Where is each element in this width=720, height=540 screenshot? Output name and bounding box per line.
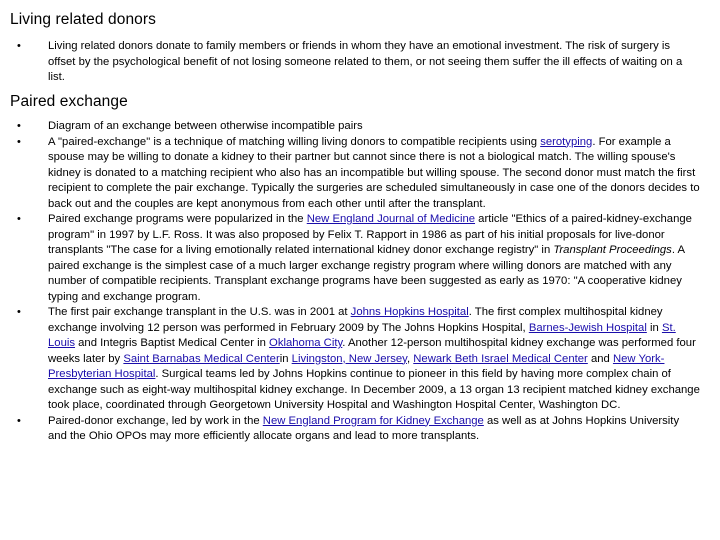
paired-exchange-bullet-list [0,119,720,445]
section-heading-paired-exchange: Paired exchange [10,93,128,110]
link-johns-hopkins-hospital[interactable]: Johns Hopkins Hospital [350,306,469,318]
text: The first pair exchange transplant in the U.S. was in 2001 at [48,306,351,318]
text: article "Ethics of a paired-kidney-exchange program" in 1997 by L.F. Ross. It was also proposed by Felix T. Rapport in 1986 as part of his initial proposals for live-donor transplants "The case for a living emotionally related international kidney donor exchange registry" in [48,213,692,256]
link-barnes-jewish-hospital[interactable]: Barnes-Jewish Hospital [528,321,647,334]
living-donors-bullet-list [0,39,720,86]
link-newark-beth-israel[interactable]: Newark Beth Israel Medical Center [413,352,588,365]
text: . For example a spouse may be willing to donate a kidney to their partner but cannot since there is not a biological match. The willing spouse's kidney is donated to a matching recipient who also has an incompatible but willing spouse. The second donor must match the first recipient to complete the pair exchange. Typically the surgeries are scheduled simultaneously in case one of the donors decides to back out and the couples are kept anonymous from each other until after the transplant. [48,135,700,210]
text: . The first complex multihospital kidney exchange involving 12 person was performed in February 2009 by The Johns Hopkins Hospital, [48,306,663,334]
link-st-louis[interactable]: St. Louis [48,321,676,349]
section-heading-living-donors: Living related donors [10,11,156,28]
text: . A paired exchange is the simplest case of a much larger exchange registry program where willing donors are matched with any number of compatible recipients. Transplant exchange programs have been suggested as early as 1970: "A cooperative kidney typing and exchange program. [48,244,685,303]
text: Paired-donor exchange, led by work in the [48,414,263,427]
text: and Integris Baptist Medical Center in [75,337,270,349]
link-nepke[interactable]: New England Program for Kidney Exchange [262,414,484,427]
text: . Surgical teams led by Johns Hopkins continue to pioneer in this field by having more complex chain of exchange such as eight-way multihospital kidney exchange. In December 2009, a 13 organ 13 recipient matched kidney exchange took place, coordinated through Georgetown University Hospital and Washington Hospital Center, Washington DC. [48,368,700,411]
journal-title: Transplant Proceedings [553,244,672,256]
link-serotyping[interactable]: serotyping [540,135,593,148]
text: . Another 12-person multihospital kidney exchange was performed four weeks later by [48,337,696,365]
link-saint-barnabas[interactable]: Saint Barnabas Medical Center [123,352,280,365]
link-ny-presbyterian[interactable]: New York-Presbyterian Hospital [48,352,665,380]
bullet-item: • Diagram of an exchange between otherwise incompatible pairs [0,119,720,135]
text: A "paired-exchange" is a technique of matching willing living donors to compatible recipients using [48,135,541,148]
text: Paired exchange programs were popularized in the [48,213,307,225]
bullet-item: • Living related donors donate to family members or friends in whom they have an emotional investment. The risk of surgery is offset by the psychological benefit of not losing someone related to them, or not seeing them suffer the ill effects of waiting on a list. [0,39,720,86]
link-oklahoma-city[interactable]: Oklahoma City [269,337,343,349]
bullet-item [0,212,720,305]
text: in [279,352,292,365]
text: in [646,321,662,334]
text: as well as at Johns Hopkins University and the Ohio OPOs may more efficiently allocate organs and lead to more transplants. [48,414,680,442]
link-livingston-nj[interactable]: Livingston, New Jersey [291,352,407,365]
bullet-item [0,135,720,213]
text: and [587,352,613,365]
text: , [406,352,414,365]
bullet-item [0,414,720,445]
bullet-item [0,305,720,414]
link-nejm[interactable]: New England Journal of Medicine [306,213,476,225]
